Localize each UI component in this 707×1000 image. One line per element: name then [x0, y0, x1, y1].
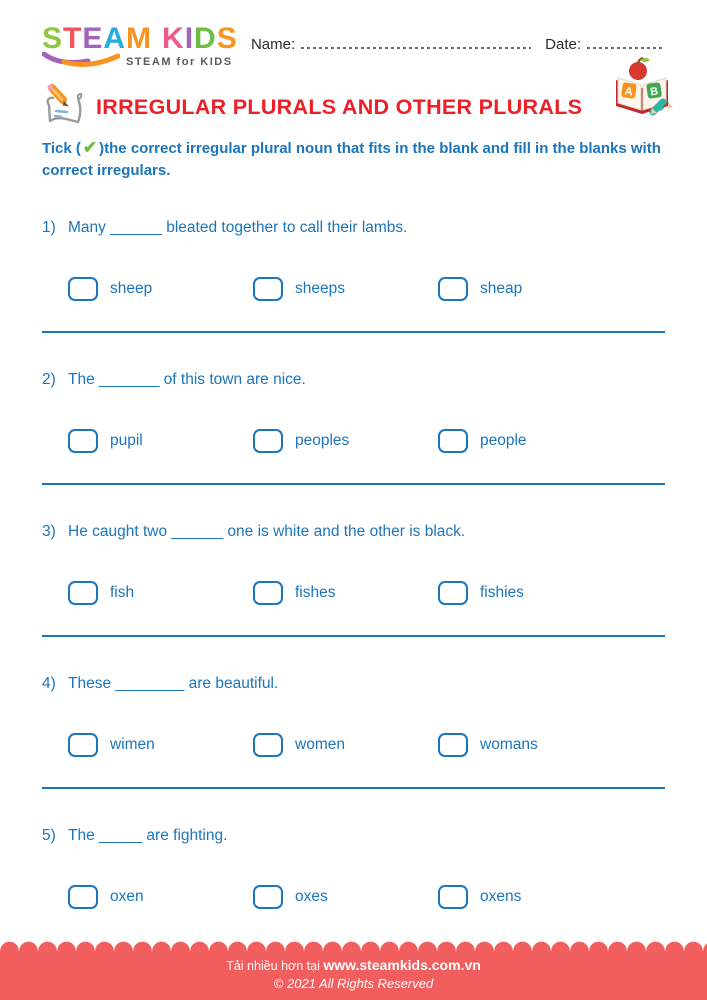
logo-letter: M	[126, 22, 153, 55]
option-label: fishies	[480, 584, 524, 601]
steam-kids-logo	[42, 24, 251, 72]
checkbox[interactable]	[438, 733, 468, 757]
option-label: sheap	[480, 280, 523, 297]
question-sentence: The _______ of this town are nice.	[68, 371, 306, 388]
logo-tagline: STEAM for KIDS	[126, 56, 233, 68]
checkbox[interactable]	[253, 885, 283, 909]
question-sentence: Many ______ bleated together to call their lambs.	[68, 219, 408, 236]
footer	[0, 938, 707, 1000]
option	[438, 885, 665, 909]
option	[438, 733, 665, 757]
checkbox[interactable]	[438, 581, 468, 605]
question-block	[42, 219, 665, 333]
option-label: fishes	[295, 584, 336, 601]
abc-book-icon	[611, 56, 673, 127]
page-title: IRREGULAR PLURALS AND OTHER PLURALS	[96, 95, 583, 119]
question-sentence: These ________ are beautiful.	[68, 675, 279, 692]
footer-bar	[0, 951, 707, 1000]
footer-more-text	[0, 957, 707, 973]
check-icon: ✔	[82, 138, 98, 157]
option	[253, 277, 438, 301]
option	[438, 429, 665, 453]
option	[253, 581, 438, 605]
header	[42, 24, 665, 72]
logo-letter: D	[194, 22, 217, 55]
option	[253, 429, 438, 453]
checkbox[interactable]	[68, 885, 98, 909]
checkbox[interactable]	[68, 429, 98, 453]
svg-text:B: B	[649, 85, 660, 99]
scallop-border	[0, 938, 707, 951]
option-label: oxes	[295, 888, 328, 905]
option-label: wimen	[110, 736, 155, 753]
question-number: 4)	[42, 675, 56, 692]
checkbox[interactable]	[438, 885, 468, 909]
checkbox[interactable]	[438, 429, 468, 453]
logo-wordmark	[42, 24, 251, 54]
question-number: 2)	[42, 371, 56, 388]
logo-letter: K	[162, 22, 185, 55]
checkbox[interactable]	[68, 581, 98, 605]
option	[68, 429, 253, 453]
divider	[42, 787, 665, 789]
svg-text:A: A	[623, 85, 634, 99]
option	[438, 581, 665, 605]
option-label: sheeps	[295, 280, 345, 297]
name-date-row	[251, 36, 665, 53]
option-label: sheep	[110, 280, 153, 297]
question-number: 3)	[42, 523, 56, 540]
divider	[42, 483, 665, 485]
checkbox[interactable]	[253, 581, 283, 605]
checkbox[interactable]	[253, 277, 283, 301]
logo-letter: T	[63, 22, 83, 55]
question-block	[42, 371, 665, 485]
instructions	[42, 137, 674, 181]
logo-letter: I	[184, 22, 195, 55]
question-text	[42, 219, 665, 237]
question-text	[42, 523, 665, 541]
options-row	[68, 733, 665, 757]
option	[253, 885, 438, 909]
footer-pre-text: Tải nhiều hơn tại	[226, 959, 324, 973]
logo-letter: E	[82, 22, 104, 55]
question-block	[42, 675, 665, 789]
question-number: 1)	[42, 219, 56, 236]
footer-copyright: © 2021 All Rights Reserved	[273, 976, 434, 991]
option-label: oxen	[110, 888, 144, 905]
logo-letter: A	[103, 22, 127, 55]
option	[68, 885, 253, 909]
question-text	[42, 827, 665, 845]
question-block	[42, 523, 665, 637]
checkbox[interactable]	[68, 733, 98, 757]
question-text	[42, 371, 665, 389]
option-label: womans	[480, 736, 538, 753]
logo-letter: S	[42, 22, 64, 55]
options-row	[68, 429, 665, 453]
date-label: Date:	[545, 36, 581, 53]
logo-letter: S	[216, 22, 238, 55]
instructions-pre: Tick (	[42, 140, 81, 157]
checkbox[interactable]	[438, 277, 468, 301]
options-row	[68, 277, 665, 301]
option	[68, 277, 253, 301]
checkbox[interactable]	[253, 733, 283, 757]
date-blank-line	[587, 37, 665, 49]
title-row	[42, 84, 665, 131]
question-text	[42, 675, 665, 693]
question-number: 5)	[42, 827, 56, 844]
option-label: fish	[110, 584, 135, 601]
divider	[42, 331, 665, 333]
name-label: Name:	[250, 36, 296, 53]
checkbox[interactable]	[68, 277, 98, 301]
logo-swoosh-icon	[42, 52, 120, 72]
pencil-paper-icon	[42, 84, 86, 131]
question-block	[42, 827, 665, 909]
option	[68, 581, 253, 605]
option	[68, 733, 253, 757]
options-row	[68, 885, 665, 909]
option	[438, 277, 665, 301]
question-sentence: The _____ are fighting.	[68, 827, 228, 844]
footer-url: www.steamkids.com.vn	[323, 957, 481, 973]
option-label: oxens	[480, 888, 522, 905]
option-label: people	[480, 432, 527, 449]
option	[253, 733, 438, 757]
options-row	[68, 581, 665, 605]
instructions-post: )the correct irregular plural noun that fits in the blank and fill in the blanks with correct irregulars.	[42, 140, 661, 179]
checkbox[interactable]	[253, 429, 283, 453]
option-label: peoples	[295, 432, 350, 449]
option-label: pupil	[110, 432, 143, 449]
question-sentence: He caught two ______ one is white and the other is black.	[68, 523, 466, 540]
divider	[42, 635, 665, 637]
option-label: women	[295, 736, 345, 753]
name-blank-line	[301, 37, 531, 49]
